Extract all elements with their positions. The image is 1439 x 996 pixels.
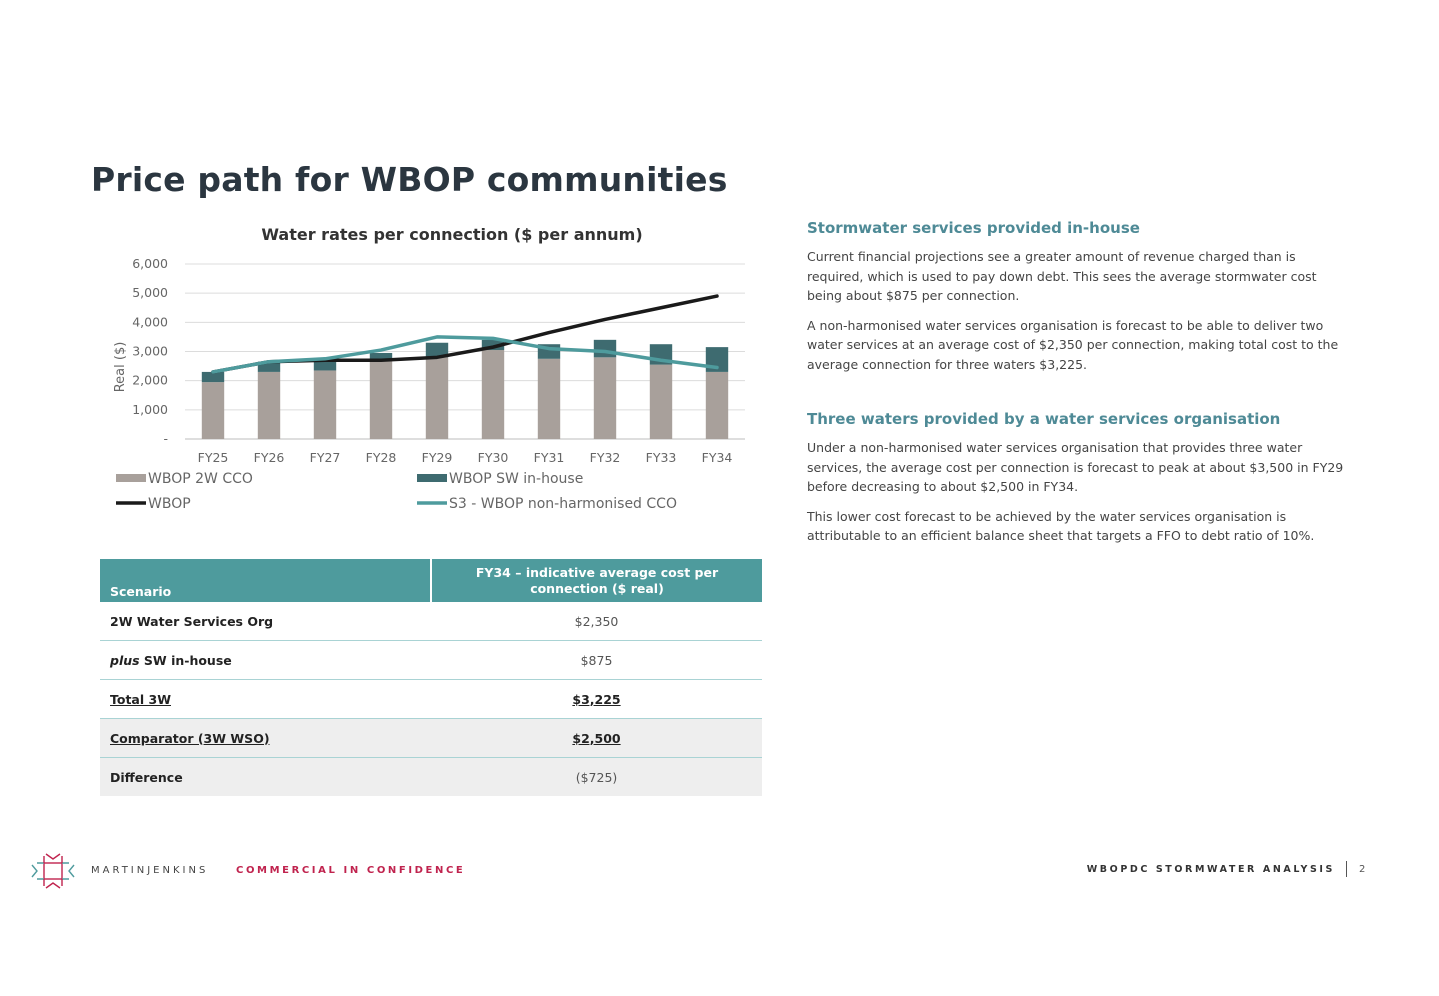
bar-wbop-2w-cco xyxy=(538,359,560,439)
bar-wbop-2w-cco xyxy=(650,365,672,439)
x-axis-ticks xyxy=(198,450,733,465)
table-header-row xyxy=(100,559,762,602)
y-tick-label: 3,000 xyxy=(132,343,168,359)
y-tick-label: - xyxy=(163,431,168,446)
legend-swatch xyxy=(116,474,146,482)
section-heading: Stormwater services provided in-house xyxy=(807,219,1140,237)
x-tick-label: FY34 xyxy=(701,450,733,465)
y-tick-label: 2,000 xyxy=(132,372,168,388)
bar-wbop-2w-cco xyxy=(482,350,504,439)
bar-wbop-2w-cco xyxy=(370,359,392,439)
chart-legend xyxy=(116,471,677,512)
chart-lines xyxy=(213,296,717,372)
martinjenkins-logo-icon xyxy=(30,852,76,890)
row-label: Comparator (3W WSO) xyxy=(100,719,431,758)
table-row xyxy=(100,758,762,797)
section-heading: Three waters provided by a water services organisation xyxy=(807,410,1281,428)
section-paragraph: A non-harmonised water services organisation is forecast to be able to deliver two water services at an average cost of $2,350 per connection, making total cost to the average connection for three waters $3,225. xyxy=(807,317,1339,372)
section-paragraph: Current financial projections see a greater amount of revenue charged than is required, which is used to pay down debt. This sees the average stormwater cost being about $875 per connection. xyxy=(807,249,1317,303)
bar-wbop-2w-cco xyxy=(594,357,616,439)
y-axis-label: Real ($) xyxy=(113,341,128,393)
row-label xyxy=(100,641,431,680)
page-title: Price path for WBOP communities xyxy=(91,160,728,199)
row-value: ($725) xyxy=(431,758,762,797)
legend-label: S3 - WBOP non-harmonised CCO xyxy=(449,496,677,512)
row-value: $2,500 xyxy=(431,719,762,758)
y-tick-label: 4,000 xyxy=(132,314,168,330)
bar-wbop-2w-cco xyxy=(426,357,448,439)
table-header-cost: FY34 – indicative average cost per connection ($ real) xyxy=(431,559,762,602)
row-label-prefix: plus xyxy=(110,652,140,668)
x-tick-label: FY33 xyxy=(645,450,677,465)
three-waters-section xyxy=(807,410,1347,546)
footer-page-number: 2 xyxy=(1359,864,1366,875)
table-row xyxy=(100,680,762,719)
x-tick-label: FY25 xyxy=(197,450,229,465)
bar-wbop-sw-inhouse xyxy=(594,340,616,358)
stormwater-section xyxy=(807,219,1347,374)
row-value: $3,225 xyxy=(431,680,762,719)
legend-label: WBOP xyxy=(148,496,191,512)
legend-item-wbop xyxy=(116,496,191,512)
y-tick-label: 1,000 xyxy=(132,401,168,417)
table-row xyxy=(100,602,762,641)
x-tick-label: FY32 xyxy=(589,450,621,465)
row-value: $875 xyxy=(431,641,762,680)
legend-swatch xyxy=(417,474,447,482)
chart-bars xyxy=(202,340,728,439)
bar-wbop-2w-cco xyxy=(314,370,336,439)
legend-item-wbop-sw-inhouse xyxy=(417,471,583,487)
x-tick-label: FY30 xyxy=(477,450,509,465)
y-tick-label: 6,000 xyxy=(132,256,168,271)
legend-label: WBOP 2W CCO xyxy=(148,471,253,487)
chart-title: Water rates per connection ($ per annum) xyxy=(261,225,643,244)
row-value: $2,350 xyxy=(431,602,762,641)
x-tick-label: FY27 xyxy=(309,450,341,465)
bar-wbop-2w-cco xyxy=(202,382,224,439)
bar-wbop-sw-inhouse xyxy=(370,353,392,359)
footer-divider xyxy=(1346,861,1347,877)
x-tick-label: FY31 xyxy=(533,450,565,465)
footer-brand: MARTINJENKINS xyxy=(91,865,209,876)
table-row xyxy=(100,641,762,680)
line-s3-non-harmonised-cco xyxy=(213,337,717,372)
x-tick-label: FY28 xyxy=(365,450,397,465)
row-label: 2W Water Services Org xyxy=(100,602,431,641)
row-label: Total 3W xyxy=(100,680,431,719)
bar-wbop-2w-cco xyxy=(706,372,728,439)
row-label-text: SW in-house xyxy=(139,652,232,668)
row-label: Difference xyxy=(100,758,431,797)
section-paragraph: This lower cost forecast to be achieved by the water services organisation is attributable to an efficient balance sheet that targets a FFO to debt ratio of 10%. xyxy=(807,508,1315,543)
section-paragraph: Under a non-harmonised water services organisation that provides three water services, the average cost per connection is forecast to peak at about $3,500 in FY29 before decreasing to about $2,500 in FY34. xyxy=(807,440,1344,494)
footer-document-title: WBOPDC STORMWATER ANALYSIS xyxy=(1086,864,1335,875)
y-axis-ticks xyxy=(132,256,168,446)
water-rates-chart xyxy=(100,215,760,525)
x-tick-label: FY29 xyxy=(421,450,453,465)
legend-item-wbop-2w-cco xyxy=(116,471,253,487)
price-table xyxy=(100,559,762,796)
bar-wbop-2w-cco xyxy=(258,372,280,439)
table-header-scenario: Scenario xyxy=(100,559,431,602)
footer-confidential: COMMERCIAL IN CONFIDENCE xyxy=(236,865,466,876)
x-tick-label: FY26 xyxy=(253,450,285,465)
legend-item-s3-non-harmonised-cco xyxy=(417,496,677,512)
legend-label: WBOP SW in-house xyxy=(449,471,584,487)
table-row xyxy=(100,719,762,758)
y-tick-label: 5,000 xyxy=(132,285,168,301)
